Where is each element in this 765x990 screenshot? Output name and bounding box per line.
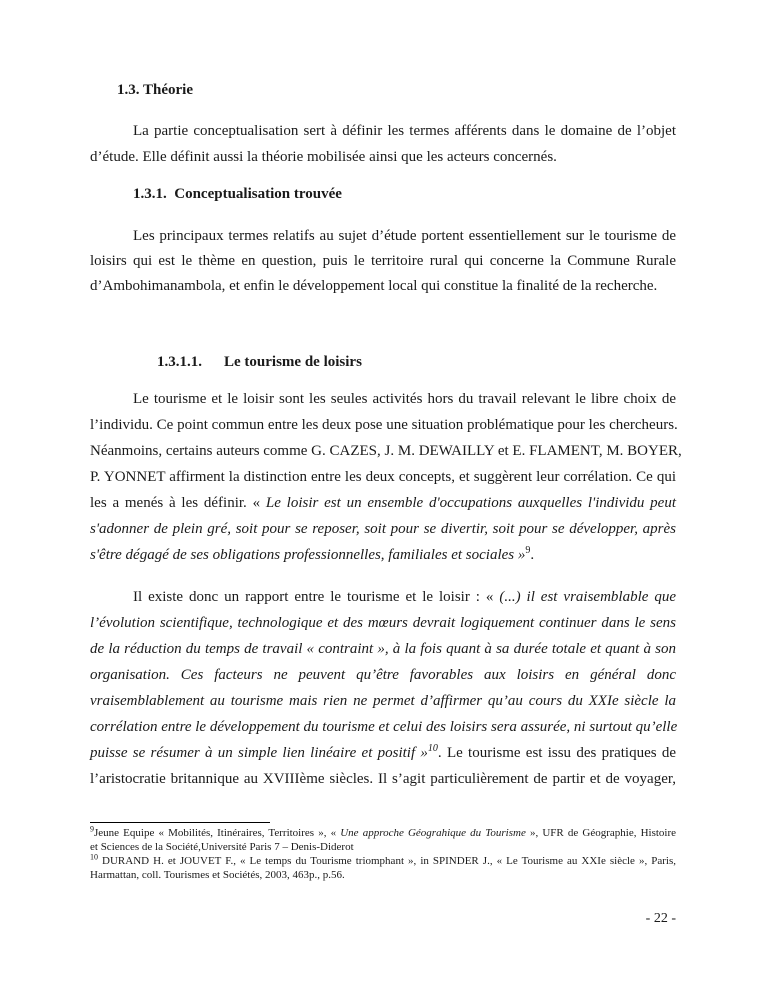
- quote-segment: s'être dégagé de ses obligations professionnelles, familiales et sociales »: [90, 547, 526, 563]
- footnote-10-cont: Harmattan, coll. Tourismes et Sociétés, 2003, 463p., p.56.: [90, 869, 345, 881]
- text-line: l’aristocratie britannique au XVIIIème siècles. Il s’agit particulièrement de partir et de voyager,: [90, 771, 676, 787]
- footnote-separator: [90, 822, 270, 823]
- subsection-heading: [133, 184, 342, 204]
- text-line: [90, 542, 676, 568]
- footnote-mark: 9: [90, 824, 94, 834]
- text-line: [90, 688, 676, 714]
- quote-segment: puisse se résumer à un simple lien linéaire et positif »: [90, 745, 428, 761]
- footnote-9: [90, 826, 676, 840]
- quote-segment: de la réduction du temps de travail « contraint », à la fois quant à sa durée totale et quant à son: [90, 641, 676, 657]
- subsubsection-number: 1.3.1.1.: [157, 354, 202, 370]
- text-segment: .: [530, 547, 535, 563]
- text-line: [90, 714, 676, 740]
- footnote-ref[interactable]: 10: [427, 743, 438, 754]
- quote-segment: Le loisir est un ensemble d'occupations auxquelles l'individu peut: [265, 495, 677, 511]
- section-title: Théorie: [142, 82, 193, 98]
- text-segment: », UFR de Géographie, Histoire: [529, 827, 677, 839]
- text-line: Néanmoins, certains auteurs comme G. CAZES, J. M. DEWAILLY et E. FLAMENT, M. BOYER,: [90, 443, 682, 459]
- quote-segment: s'adonner de plein gré, soit pour se reposer, soit pour se divertir, soit pour se développer, après: [90, 521, 676, 537]
- subsection-title: Conceptualisation trouvée: [174, 186, 342, 202]
- section-number: 1.3.: [117, 82, 140, 98]
- subsection-number: 1.3.1.: [133, 186, 167, 202]
- quote-segment: vraisemblablement au tourisme mais rien ne permet d’affirmer qu’au cours du XXIe siècle la: [90, 693, 676, 709]
- text-segment: DURAND H. et JOUVET F., « Le temps du Tourisme triomphant », in SPINDER J., « Le Tourisme au XXIe siècle », Paris,: [98, 855, 676, 867]
- relation-paragraph: [90, 584, 676, 792]
- text-line: [90, 584, 676, 610]
- title-segment: Une approche Géograhique du Tourisme: [340, 827, 526, 839]
- text-line: [90, 662, 676, 688]
- footnote-ref[interactable]: 9: [525, 545, 531, 556]
- text-line: [90, 636, 676, 662]
- quote-segment: corrélation entre le développement du tourisme et celui des loisirs sera assurée, ni surtout qu’elle: [90, 719, 678, 735]
- text-segment: . Le tourisme est issu des pratiques de: [437, 745, 676, 761]
- text-segment: Jeune Equipe « Mobilités, Itinéraires, Territoires », «: [94, 827, 337, 839]
- footnote-10: [90, 854, 676, 868]
- text-segment: les a menés à les définir. «: [90, 495, 261, 511]
- terms-paragraph: [90, 224, 676, 302]
- text-line: La partie conceptualisation sert à définir les termes afférents dans le domaine de l’objet: [133, 123, 676, 139]
- text-line: l’individu. Ce point commun entre les deux pose une situation problématique pour les chercheurs.: [90, 417, 678, 433]
- text-line: Le tourisme et le loisir sont les seules activités hors du travail relevant le libre choix de: [133, 391, 676, 407]
- text-line: [90, 610, 676, 636]
- quote-segment: l’évolution scientifique, technologique et des mœurs devrait logiquement continuer dans le sens: [90, 615, 676, 631]
- subsubsection-heading: [157, 352, 362, 372]
- leisure-paragraph: [90, 386, 682, 568]
- text-line: P. YONNET affirment la distinction entre les deux concepts, et suggèrent leur corrélation. Ce qui: [90, 469, 676, 485]
- subsubsection-title: Le tourisme de loisirs: [224, 354, 362, 370]
- quote-segment: organisation. Ces facteurs ne peuvent qu’être favorables aux loisirs en général donc: [90, 667, 676, 683]
- text-line: [90, 516, 676, 542]
- footnote-mark: 10: [90, 852, 98, 862]
- quote-segment: (...) il est vraisemblable que: [499, 589, 676, 605]
- text-line: d’Ambohimanambola, et enfin le développement local qui constitue la finalité de la recherche.: [90, 278, 658, 294]
- text-line: d’étude. Elle définit aussi la théorie mobilisée ainsi que les acteurs concernés.: [90, 149, 557, 165]
- text-line: Les principaux termes relatifs au sujet d’étude portent essentiellement sur le tourisme de: [133, 228, 676, 244]
- section-heading: [117, 80, 193, 100]
- text-line: [90, 490, 676, 516]
- text-segment: Il existe donc un rapport entre le tourisme et le loisir : «: [133, 589, 494, 605]
- intro-paragraph: [90, 118, 676, 170]
- footnote-9-cont: et Sciences de la Société,Université Paris 7 – Denis-Diderot: [90, 841, 354, 853]
- text-line: loisirs qui est le thème en question, puis le territoire rural qui concerne la Commune Rurale: [90, 253, 676, 269]
- text-line: [90, 740, 676, 766]
- footnotes: [90, 826, 676, 882]
- page-number: - 22 -: [645, 911, 676, 926]
